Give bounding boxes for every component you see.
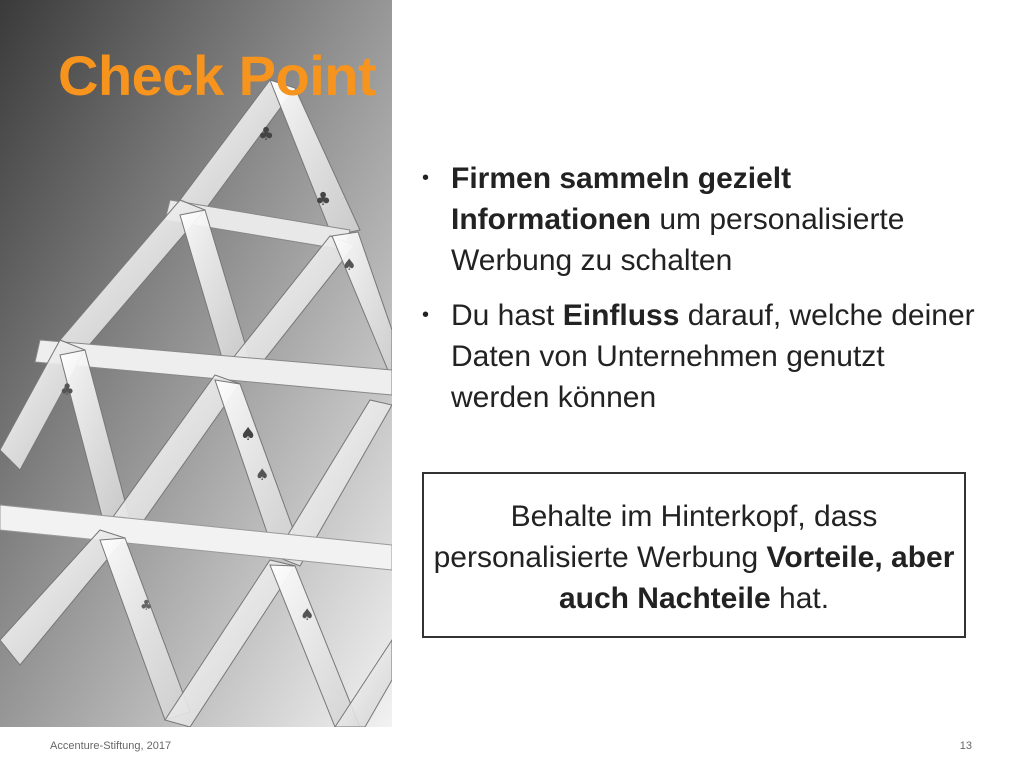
svg-text:♠: ♠ [240,424,257,445]
svg-text:♣: ♣ [140,598,153,614]
callout-bold-text: Vorteile, aber auch Nachteile [558,541,955,615]
bullet-text: um personalisierte Werbung zu schalten [451,203,905,277]
svg-text:♣: ♣ [315,189,332,210]
footer-source: Accenture-Stiftung, 2017 [50,740,172,752]
svg-text:♠: ♠ [255,465,270,484]
bullet-text: Du hast [451,299,563,332]
svg-text:♠: ♠ [342,255,357,274]
bullet-item [422,295,982,418]
bullet-bold-text: Firmen sammeln gezielt Informationen [451,162,792,236]
slide-title: Check Point [58,44,377,107]
callout-box [422,472,966,638]
bullet-list [422,158,982,432]
svg-text:♣: ♣ [60,380,75,399]
page-number: 13 [959,740,972,752]
callout-text: Behalte im Hinterkopf, dass personalisierte Werbung [433,500,878,574]
svg-text:♣: ♣ [258,124,275,145]
bullet-dot-icon: • [422,167,430,189]
bullet-dot-icon: • [422,304,430,326]
bullet-bold-text: Einfluss [562,299,680,332]
house-of-cards-image [0,0,392,727]
bullet-text: darauf, welche deiner Daten von Unternehmen genutzt werden können [451,299,975,414]
svg-text:♠: ♠ [300,605,315,624]
callout-text: hat. [770,582,830,615]
bullet-item [422,158,982,281]
